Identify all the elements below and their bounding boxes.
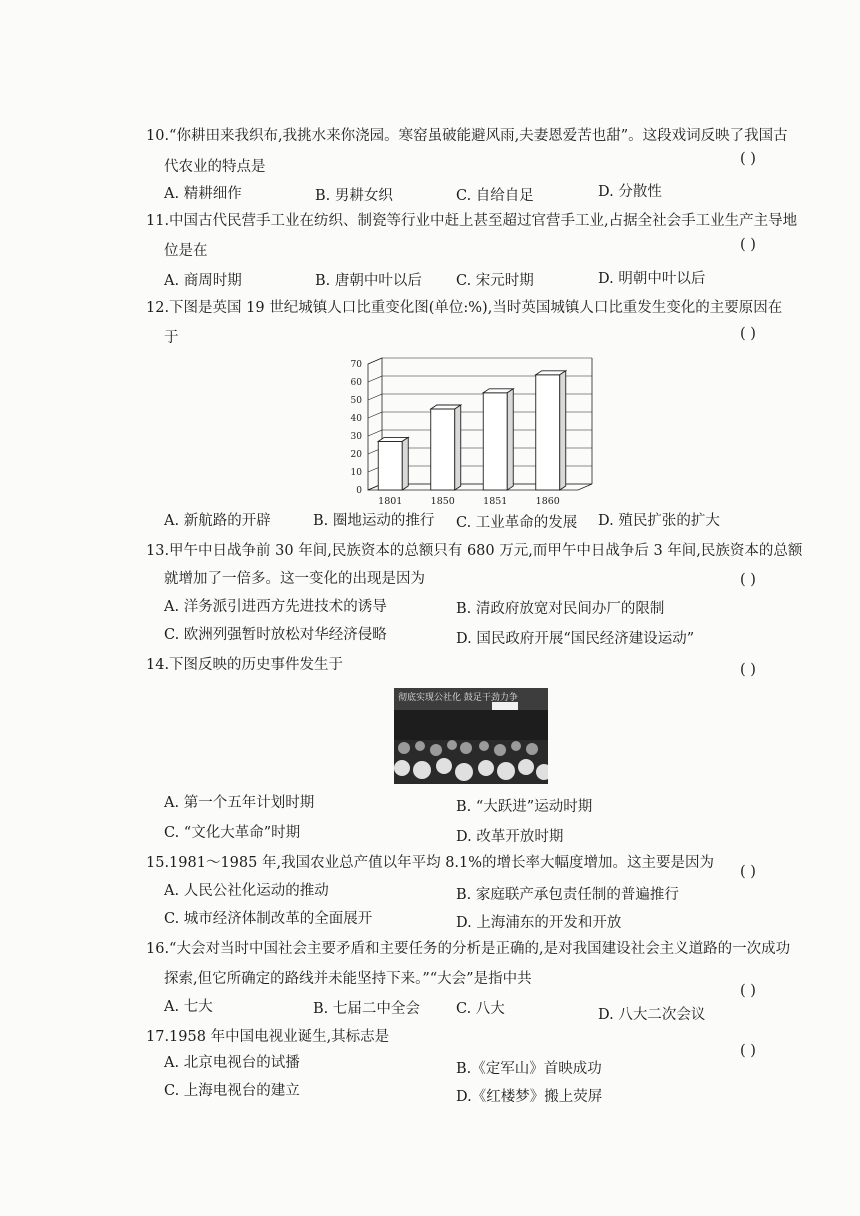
q16-stem-line1: 16.“大会对当时中国社会主要矛盾和主要任务的分析是正确的,是对我国建设社会主义道路的一次成功 (146, 941, 791, 957)
q16-option-c: C. 八大 (456, 1001, 505, 1017)
x-tick-label-1801: 1801 (378, 496, 403, 507)
q16-option-d: D. 八大二次会议 (598, 1007, 706, 1023)
q16-option-a: A. 七大 (164, 999, 213, 1015)
q10-option-a: A. 精耕细作 (164, 186, 242, 202)
q12-option-d: D. 殖民扩张的扩大 (598, 513, 720, 529)
q11-option-d: D. 明朝中叶以后 (598, 271, 706, 287)
q14-option-d: D. 改革开放时期 (456, 829, 564, 845)
q11-option-b: B. 唐朝中叶以后 (315, 273, 422, 289)
y-tick-label-0: 0 (356, 486, 362, 496)
q15-option-b: B. 家庭联产承包责任制的普遍推行 (456, 887, 679, 903)
y-tick-label-50: 50 (350, 396, 362, 406)
q10-option-b: B. 男耕女织 (315, 188, 393, 204)
q14-option-a: A. 第一个五年计划时期 (164, 795, 315, 811)
q11-stem-line2: 位是在 (164, 243, 208, 259)
bar-side-1801 (402, 437, 408, 490)
historical-photo (394, 688, 548, 784)
q17-option-c: C. 上海电视台的建立 (164, 1083, 300, 1099)
y-tick-label-40: 40 (350, 414, 362, 424)
q11-stem-line1: 11.中国古代民营手工业在纺织、制瓷等行业中赶上甚至超过官营手工业,占据全社会手工业生产主导地 (146, 213, 798, 229)
gridline-side-40 (368, 412, 382, 418)
q13-option-d: D. 国民政府开展“国民经济建设运动” (456, 631, 695, 647)
urban-population-bar-chart (338, 350, 600, 510)
bar-1851 (483, 393, 507, 490)
q14-stem-line1: 14.下图反映的历史事件发生于 (146, 657, 344, 673)
bar-1860 (536, 375, 560, 490)
bar-side-1860 (560, 371, 566, 490)
q13-option-a: A. 洋务派引进西方先进技术的诱导 (164, 599, 387, 615)
y-tick-label-70: 70 (350, 360, 362, 370)
q14-option-c: C. “文化大革命”时期 (164, 825, 301, 841)
y-tick-label-30: 30 (350, 432, 362, 442)
q10-stem-line2: 代农业的特点是 (164, 159, 266, 175)
photo-banner-slogan: 彻底实现公社化 鼓足干劲力争 (398, 693, 518, 703)
q12-option-a: A. 新航路的开辟 (164, 513, 271, 529)
q17-option-b: B.《定军山》首映成功 (456, 1061, 602, 1077)
q17-answer-blank: ( ) (740, 1043, 756, 1059)
q10-answer-blank: ( ) (740, 151, 756, 167)
q15-answer-blank: ( ) (740, 864, 756, 880)
bar-side-1851 (507, 389, 513, 490)
bar-side-1850 (455, 405, 461, 490)
gridline-side-50 (368, 394, 382, 400)
q15-stem-line1: 15.1981～1985 年,我国农业总产值以年平均 8.1%的增长率大幅度增加。这主要是因为 (146, 855, 715, 871)
q11-option-a: A. 商周时期 (164, 273, 242, 289)
q16-option-b: B. 七届二中全会 (313, 1001, 420, 1017)
q17-option-d: D.《红楼梦》搬上荧屏 (456, 1089, 603, 1105)
q10-option-c: C. 自给自足 (456, 188, 534, 204)
q11-option-c: C. 宋元时期 (456, 273, 534, 289)
q12-stem-line1: 12.下图是英国 19 世纪城镇人口比重变化图(单位:%),当时英国城镇人口比重发生变化的主要原因在 (146, 300, 783, 316)
q14-answer-blank: ( ) (740, 662, 756, 678)
q15-option-a: A. 人民公社化运动的推动 (164, 883, 329, 899)
q10-option-d: D. 分散性 (598, 184, 662, 200)
q10-stem-line1: 10.“你耕田来我织布,我挑水来你浇园。寒窑虽破能避风雨,夫妻恩爱苦也甜”。这段戏词反映了我国古 (146, 128, 788, 144)
y-tick-label-20: 20 (350, 450, 362, 460)
q11-answer-blank: ( ) (740, 237, 756, 253)
y-tick-label-10: 10 (350, 468, 362, 478)
q12-option-c: C. 工业革命的发展 (456, 515, 578, 531)
q13-option-b: B. 清政府放宽对民间办厂的限制 (456, 601, 665, 617)
q13-stem-line2: 就增加了一倍多。这一变化的出现是因为 (164, 571, 425, 587)
gridline-side-30 (368, 430, 382, 436)
x-tick-label-1860: 1860 (535, 496, 560, 507)
y-tick-label-60: 60 (350, 378, 362, 388)
q12-answer-blank: ( ) (740, 326, 756, 342)
x-tick-label-1851: 1851 (483, 496, 508, 507)
q13-answer-blank: ( ) (740, 572, 756, 588)
bar-1801 (378, 441, 402, 490)
q12-option-b: B. 圈地运动的推行 (313, 513, 435, 529)
q17-option-a: A. 北京电视台的试播 (164, 1055, 300, 1071)
q15-option-c: C. 城市经济体制改革的全面展开 (164, 911, 373, 927)
bar-1850 (431, 409, 455, 490)
q12-stem-line2: 于 (164, 330, 179, 346)
x-tick-label-1850: 1850 (430, 496, 455, 507)
q17-stem-line1: 17.1958 年中国电视业诞生,其标志是 (146, 1029, 390, 1045)
q13-option-c: C. 欧洲列强暂时放松对华经济侵略 (164, 627, 387, 643)
gridline-side-70 (368, 358, 382, 364)
q14-option-b: B. “大跃进”运动时期 (456, 799, 593, 815)
q16-stem-line2: 探索,但它所确定的路线并未能坚持下来。”“大会”是指中共 (164, 971, 532, 987)
gridline-side-60 (368, 376, 382, 382)
q13-stem-line1: 13.甲午中日战争前 30 年间,民族资本的总额只有 680 万元,而甲午中日战争后 3 年间,民族资本的总额 (146, 543, 803, 559)
q15-option-d: D. 上海浦东的开发和开放 (456, 915, 622, 931)
q16-answer-blank: ( ) (740, 983, 756, 999)
